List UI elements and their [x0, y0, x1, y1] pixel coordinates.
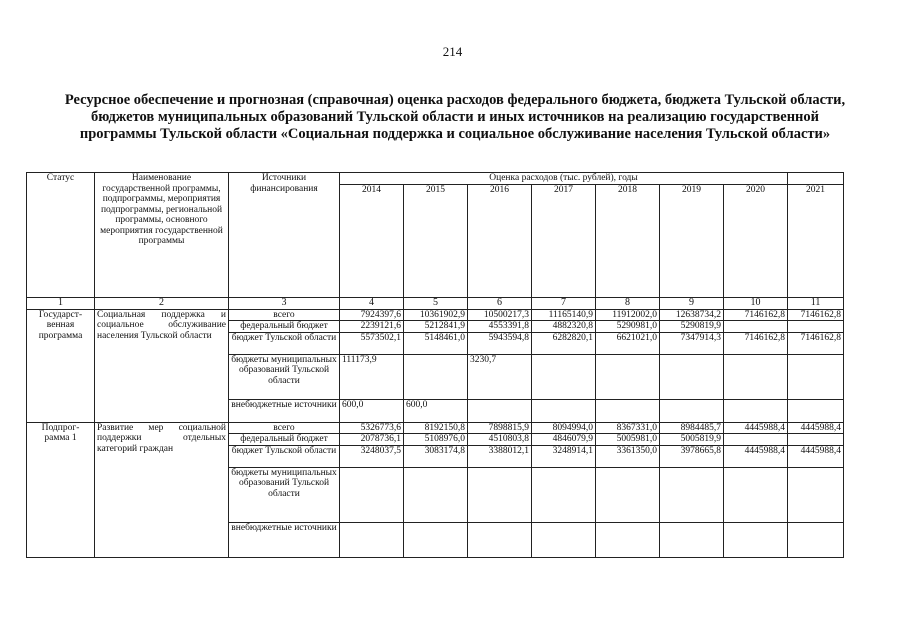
row-program-name: Развитие мер социальной поддержки отдельных категорий граждан: [95, 422, 229, 557]
value-cell-2020: [724, 321, 788, 333]
value-cell-2014: [340, 467, 404, 522]
value-cell-2020: [724, 467, 788, 522]
value-cell-2018: 8367331,0: [596, 422, 660, 434]
value-cell-2021: [788, 321, 844, 333]
value-cell-2017: 3248914,1: [532, 445, 596, 467]
value-cell-2019: 8984485,7: [660, 422, 724, 434]
header-year-2021: 2021: [788, 184, 844, 297]
value-cell-2019: [660, 399, 724, 422]
value-cell-2020: [724, 354, 788, 399]
column-number: 3: [229, 297, 340, 309]
value-cell-2019: 7347914,3: [660, 332, 724, 354]
value-cell-2014: 600,0: [340, 399, 404, 422]
value-cell-2014: 5573502,1: [340, 332, 404, 354]
table-body: [27, 297, 844, 557]
column-number: 1: [27, 297, 95, 309]
header-year-2017: 2017: [532, 184, 596, 297]
value-cell-2015: [404, 467, 468, 522]
value-cell-2014: 3248037,5: [340, 445, 404, 467]
value-cell-2015: 5148461,0: [404, 332, 468, 354]
value-cell-2014: 2239121,6: [340, 321, 404, 333]
value-cell-2021: [788, 399, 844, 422]
column-number-row: [27, 297, 844, 309]
value-cell-2018: 3361350,0: [596, 445, 660, 467]
funding-source: внебюджетные источники: [229, 522, 340, 557]
column-number: 10: [724, 297, 788, 309]
column-number: 6: [468, 297, 532, 309]
value-cell-2016: 10500217,3: [468, 309, 532, 321]
value-cell-2014: 2078736,1: [340, 434, 404, 446]
column-number: 5: [404, 297, 468, 309]
value-cell-2018: [596, 467, 660, 522]
value-cell-2021: 4445988,4: [788, 445, 844, 467]
value-cell-2015: [404, 354, 468, 399]
value-cell-2016: [468, 467, 532, 522]
value-cell-2020: [724, 522, 788, 557]
value-cell-2018: [596, 522, 660, 557]
column-number: 11: [788, 297, 844, 309]
value-cell-2017: [532, 467, 596, 522]
value-cell-2017: 4846079,9: [532, 434, 596, 446]
value-cell-2015: 5212841,9: [404, 321, 468, 333]
row-status: Государст- венная программа: [27, 309, 95, 422]
value-cell-2016: 3388012,1: [468, 445, 532, 467]
value-cell-2015: 3083174,8: [404, 445, 468, 467]
funding-source: всего: [229, 422, 340, 434]
value-cell-2015: [404, 522, 468, 557]
value-cell-2017: [532, 522, 596, 557]
row-program-name: Социальная поддержка и социальное обслуживание населения Тульской области: [95, 309, 229, 422]
value-cell-2016: 4553391,8: [468, 321, 532, 333]
value-cell-2019: [660, 354, 724, 399]
value-cell-2018: 5290981,0: [596, 321, 660, 333]
header-year-2015: 2015: [404, 184, 468, 297]
value-cell-2014: [340, 522, 404, 557]
budget-table: [26, 172, 844, 558]
header-year-2014: 2014: [340, 184, 404, 297]
header-name: Наименование государственной программы, подпрограммы, мероприятия подпрограммы, региональной программы, основного мероприятия государственной программы: [95, 173, 229, 298]
table-row: [27, 309, 844, 321]
header-year-2019: 2019: [660, 184, 724, 297]
header-year-2018: 2018: [596, 184, 660, 297]
funding-source: всего: [229, 309, 340, 321]
row-status: Подпрог- рамма 1: [27, 422, 95, 557]
column-number: 7: [532, 297, 596, 309]
funding-source: бюджеты муниципальных образований Тульской области: [229, 354, 340, 399]
column-number: 9: [660, 297, 724, 309]
value-cell-2017: 11165140,9: [532, 309, 596, 321]
value-cell-2018: [596, 399, 660, 422]
value-cell-2016: 7898815,9: [468, 422, 532, 434]
value-cell-2017: 8094994,0: [532, 422, 596, 434]
value-cell-2016: 5943594,8: [468, 332, 532, 354]
value-cell-2014: 5326773,6: [340, 422, 404, 434]
value-cell-2016: 4510803,8: [468, 434, 532, 446]
value-cell-2018: 5005981,0: [596, 434, 660, 446]
page-number: 214: [442, 44, 463, 59]
value-cell-2019: 3978665,8: [660, 445, 724, 467]
value-cell-2021: 7146162,8: [788, 309, 844, 321]
value-cell-2020: 7146162,8: [724, 332, 788, 354]
value-cell-2018: [596, 354, 660, 399]
funding-source: внебюджетные источники: [229, 399, 340, 422]
header-year-2020: 2020: [724, 184, 788, 297]
value-cell-2015: 5108976,0: [404, 434, 468, 446]
funding-source: бюджет Тульской области: [229, 332, 340, 354]
value-cell-2018: 11912002,0: [596, 309, 660, 321]
value-cell-2014: 111173,9: [340, 354, 404, 399]
value-cell-2019: 12638734,2: [660, 309, 724, 321]
value-cell-2020: 4445988,4: [724, 422, 788, 434]
value-cell-2020: [724, 399, 788, 422]
value-cell-2016: 3230,7: [468, 354, 532, 399]
funding-source: федеральный бюджет: [229, 434, 340, 446]
funding-source: бюджет Тульской области: [229, 445, 340, 467]
value-cell-2016: [468, 399, 532, 422]
column-number: 8: [596, 297, 660, 309]
value-cell-2017: 6282820,1: [532, 332, 596, 354]
value-cell-2017: 4882320,8: [532, 321, 596, 333]
value-cell-2019: 5005819,9: [660, 434, 724, 446]
header-year-2016: 2016: [468, 184, 532, 297]
header-status: Статус: [27, 173, 95, 298]
funding-source: бюджеты муниципальных образований Тульской области: [229, 467, 340, 522]
value-cell-2020: 7146162,8: [724, 309, 788, 321]
value-cell-2020: 4445988,4: [724, 445, 788, 467]
value-cell-2021: 4445988,4: [788, 422, 844, 434]
document-title: Ресурсное обеспечение и прогнозная (справочная) оценка расходов федерального бюджета, бюджета Тульской области, бюджетов муниципальных образований Тульской области и иных источников на реализацию государственной программы Тульской области «Социальная поддержка и социальное обслуживание населения Тульской области»: [64, 92, 846, 142]
value-cell-2017: [532, 354, 596, 399]
value-cell-2017: [532, 399, 596, 422]
value-cell-2021: [788, 434, 844, 446]
value-cell-2021: [788, 522, 844, 557]
value-cell-2015: 8192150,8: [404, 422, 468, 434]
value-cell-2016: [468, 522, 532, 557]
column-number: 4: [340, 297, 404, 309]
value-cell-2021: [788, 354, 844, 399]
column-number: 2: [95, 297, 229, 309]
header-estimate: Оценка расходов (тыс. рублей), годы: [340, 173, 788, 185]
value-cell-2019: 5290819,9: [660, 321, 724, 333]
value-cell-2019: [660, 522, 724, 557]
value-cell-2020: [724, 434, 788, 446]
value-cell-2014: 7924397,6: [340, 309, 404, 321]
value-cell-2018: 6621021,0: [596, 332, 660, 354]
funding-source: федеральный бюджет: [229, 321, 340, 333]
header-sources: Источники финансирования: [229, 173, 340, 298]
value-cell-2021: 7146162,8: [788, 332, 844, 354]
value-cell-2015: 10361902,9: [404, 309, 468, 321]
value-cell-2019: [660, 467, 724, 522]
value-cell-2015: 600,0: [404, 399, 468, 422]
value-cell-2021: [788, 467, 844, 522]
header-estimate-filler: [788, 173, 844, 185]
table-row: [27, 422, 844, 434]
